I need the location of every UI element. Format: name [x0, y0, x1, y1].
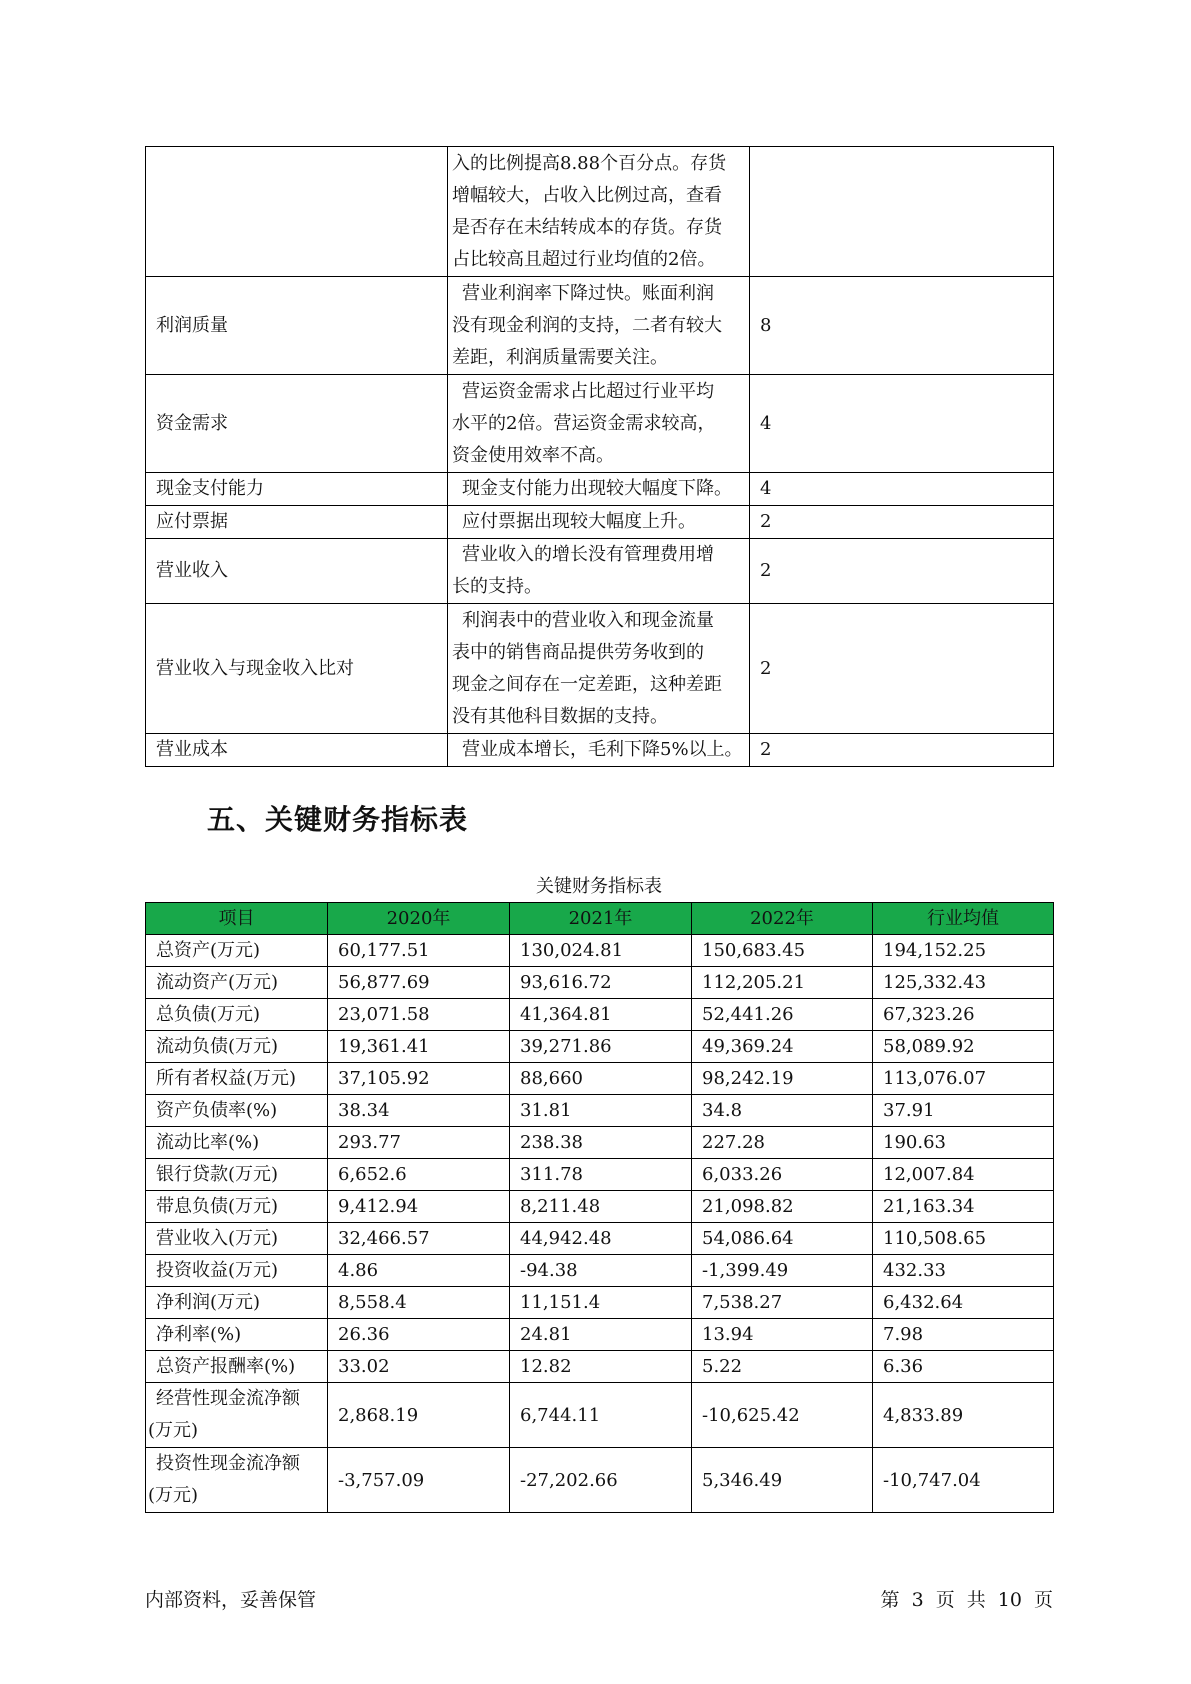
- indicator-name: 银行贷款(万元): [146, 1159, 328, 1191]
- risk-description-line: 营业收入的增长没有管理费用增: [462, 544, 714, 565]
- indicator-name: 总资产(万元): [146, 935, 328, 967]
- risk-score: 2: [750, 506, 1054, 539]
- value-2022: 98,242.19: [692, 1063, 873, 1095]
- risk-description-line: 占比较高且超过行业均值的2倍。: [452, 248, 716, 270]
- risk-description-line: 现金支付能力出现较大幅度下降。: [462, 478, 732, 499]
- indicator-name: 投资收益(万元): [146, 1255, 328, 1287]
- risk-description: [448, 375, 750, 473]
- key-financial-indicators-table: [145, 902, 1054, 1513]
- table-row: [146, 1223, 1054, 1255]
- risk-description-line: 表中的销售商品提供劳务收到的: [452, 641, 704, 663]
- value-industry-average: 12,007.84: [873, 1159, 1054, 1191]
- value-2022: 7,538.27: [692, 1287, 873, 1319]
- header-item: 项目: [146, 903, 328, 935]
- value-2020: 33.02: [328, 1351, 510, 1383]
- value-2021: 39,271.86: [510, 1031, 692, 1063]
- value-2020: 293.77: [328, 1127, 510, 1159]
- value-2022: 21,098.82: [692, 1191, 873, 1223]
- value-industry-average: 432.33: [873, 1255, 1054, 1287]
- value-industry-average: 194,152.25: [873, 935, 1054, 967]
- table-row: [146, 1255, 1054, 1287]
- value-2021: 238.38: [510, 1127, 692, 1159]
- risk-description-line: 营业利润率下降过快。账面利润: [462, 282, 714, 304]
- table-row: [146, 1319, 1054, 1351]
- indicator-name: [146, 1448, 328, 1513]
- risk-description-line: 差距，利润质量需要关注。: [452, 346, 668, 368]
- indicator-name-line: 经营性现金流净额: [156, 1388, 300, 1409]
- table-row: [146, 1063, 1054, 1095]
- table-caption: 关键财务指标表: [536, 876, 662, 897]
- risk-description-line: 现金之间存在一定差距，这种差距: [452, 673, 722, 695]
- table-row: [146, 1383, 1054, 1448]
- table-row: [146, 1191, 1054, 1223]
- value-industry-average: 190.63: [873, 1127, 1054, 1159]
- indicator-name: 营业收入(万元): [146, 1223, 328, 1255]
- value-2020: 9,412.94: [328, 1191, 510, 1223]
- risk-description-line: 营业成本增长，毛利下降5%以上。: [462, 739, 743, 760]
- value-2021: 88,660: [510, 1063, 692, 1095]
- risk-score: 2: [750, 539, 1054, 604]
- risk-description-line: 是否存在未结转成本的存货。存货: [452, 216, 722, 238]
- indicator-name: 总资产报酬率(%): [146, 1351, 328, 1383]
- value-2021: 93,616.72: [510, 967, 692, 999]
- value-2021: -94.38: [510, 1255, 692, 1287]
- risk-description-line: 没有现金利润的支持，二者有较大: [452, 314, 722, 336]
- risk-score: 4: [750, 473, 1054, 506]
- table-row: [146, 1095, 1054, 1127]
- risk-description: [448, 147, 750, 277]
- risk-description-line: 利润表中的营业收入和现金流量: [462, 609, 714, 631]
- indicator-name-line: (万元): [148, 1420, 199, 1441]
- risk-item: 现金支付能力: [146, 473, 448, 506]
- value-industry-average: 6.36: [873, 1351, 1054, 1383]
- table-row: [146, 277, 1054, 375]
- table-row: [146, 1448, 1054, 1513]
- value-2022: 6,033.26: [692, 1159, 873, 1191]
- value-2021: 12.82: [510, 1351, 692, 1383]
- value-2022: 5,346.49: [692, 1448, 873, 1513]
- risk-score: 4: [750, 375, 1054, 473]
- risk-table-body: [146, 147, 1054, 767]
- value-industry-average: 113,076.07: [873, 1063, 1054, 1095]
- value-2021: -27,202.66: [510, 1448, 692, 1513]
- value-2020: 38.34: [328, 1095, 510, 1127]
- value-2020: -3,757.09: [328, 1448, 510, 1513]
- indicator-name: 资产负债率(%): [146, 1095, 328, 1127]
- value-industry-average: 125,332.43: [873, 967, 1054, 999]
- risk-item: 营业成本: [146, 734, 448, 767]
- value-2022: 150,683.45: [692, 935, 873, 967]
- section-heading: 五、关键财务指标表: [207, 803, 469, 836]
- value-2022: 54,086.64: [692, 1223, 873, 1255]
- indicator-name-line: (万元): [148, 1485, 199, 1506]
- kpi-table-body: [146, 935, 1054, 1513]
- value-2021: 44,942.48: [510, 1223, 692, 1255]
- value-industry-average: 37.91: [873, 1095, 1054, 1127]
- table-row: [146, 935, 1054, 967]
- risk-item: 应付票据: [146, 506, 448, 539]
- table-row: [146, 1159, 1054, 1191]
- value-2021: 8,211.48: [510, 1191, 692, 1223]
- value-industry-average: 21,163.34: [873, 1191, 1054, 1223]
- indicator-name: [146, 1383, 328, 1448]
- value-2020: 8,558.4: [328, 1287, 510, 1319]
- value-2022: 52,441.26: [692, 999, 873, 1031]
- value-2020: 32,466.57: [328, 1223, 510, 1255]
- risk-description: [448, 506, 750, 539]
- risk-item: 利润质量: [146, 277, 448, 375]
- risk-item: 营业收入与现金收入比对: [146, 604, 448, 734]
- indicator-name: 流动负债(万元): [146, 1031, 328, 1063]
- value-2020: 6,652.6: [328, 1159, 510, 1191]
- value-industry-average: 58,089.92: [873, 1031, 1054, 1063]
- footer-page-number: 第 3 页 共 10 页: [880, 1589, 1053, 1611]
- value-industry-average: 6,432.64: [873, 1287, 1054, 1319]
- indicator-name: 所有者权益(万元): [146, 1063, 328, 1095]
- table-row: [146, 1127, 1054, 1159]
- risk-description-line: 长的支持。: [452, 576, 542, 597]
- risk-score: 2: [750, 604, 1054, 734]
- risk-description: [448, 277, 750, 375]
- risk-item: 资金需求: [146, 375, 448, 473]
- value-2022: 13.94: [692, 1319, 873, 1351]
- header-2022: 2022年: [692, 903, 873, 935]
- risk-description-line: 没有其他科目数据的支持。: [452, 705, 668, 727]
- value-2020: 56,877.69: [328, 967, 510, 999]
- table-row: [146, 539, 1054, 604]
- table-row: [146, 967, 1054, 999]
- table-row: [146, 604, 1054, 734]
- value-2020: 37,105.92: [328, 1063, 510, 1095]
- table-header-row: [146, 903, 1054, 935]
- header-industry-average: 行业均值: [873, 903, 1054, 935]
- header-2021: 2021年: [510, 903, 692, 935]
- risk-description: [448, 604, 750, 734]
- indicator-name: 净利润(万元): [146, 1287, 328, 1319]
- risk-score: 8: [750, 277, 1054, 375]
- indicator-name: 总负债(万元): [146, 999, 328, 1031]
- header-2020: 2020年: [328, 903, 510, 935]
- risk-description: [448, 473, 750, 506]
- table-row: [146, 999, 1054, 1031]
- value-2020: 4.86: [328, 1255, 510, 1287]
- value-industry-average: 4,833.89: [873, 1383, 1054, 1448]
- table-row: [146, 1287, 1054, 1319]
- value-industry-average: 67,323.26: [873, 999, 1054, 1031]
- value-2021: 31.81: [510, 1095, 692, 1127]
- risk-item: 营业收入: [146, 539, 448, 604]
- value-2021: 24.81: [510, 1319, 692, 1351]
- table-row: [146, 375, 1054, 473]
- indicator-name-line: 投资性现金流净额: [156, 1453, 300, 1474]
- value-2022: 5.22: [692, 1351, 873, 1383]
- value-2020: 60,177.51: [328, 935, 510, 967]
- indicator-name: 带息负债(万元): [146, 1191, 328, 1223]
- table-row: [146, 506, 1054, 539]
- risk-score: 2: [750, 734, 1054, 767]
- value-industry-average: -10,747.04: [873, 1448, 1054, 1513]
- risk-description-line: 入的比例提高8.88个百分点。存货: [452, 152, 727, 174]
- value-2021: 11,151.4: [510, 1287, 692, 1319]
- value-2021: 6,744.11: [510, 1383, 692, 1448]
- risk-description: [448, 539, 750, 604]
- indicator-name: 流动比率(%): [146, 1127, 328, 1159]
- value-2020: 23,071.58: [328, 999, 510, 1031]
- value-industry-average: 110,508.65: [873, 1223, 1054, 1255]
- table-row: [146, 147, 1054, 277]
- value-2021: 41,364.81: [510, 999, 692, 1031]
- risk-description-line: 增幅较大，占收入比例过高，查看: [452, 184, 722, 206]
- risk-score: [750, 147, 1054, 277]
- value-2020: 19,361.41: [328, 1031, 510, 1063]
- value-2022: 227.28: [692, 1127, 873, 1159]
- table-row: [146, 1351, 1054, 1383]
- risk-assessment-table: [145, 146, 1054, 767]
- value-2022: 112,205.21: [692, 967, 873, 999]
- value-2021: 311.78: [510, 1159, 692, 1191]
- indicator-name: 流动资产(万元): [146, 967, 328, 999]
- value-2020: 26.36: [328, 1319, 510, 1351]
- table-row: [146, 1031, 1054, 1063]
- risk-description-line: 营运资金需求占比超过行业平均: [462, 380, 714, 402]
- risk-item: [146, 147, 448, 277]
- table-row: [146, 473, 1054, 506]
- risk-description-line: 水平的2倍。营运资金需求较高，: [452, 412, 716, 434]
- table-row: [146, 734, 1054, 767]
- value-2020: 2,868.19: [328, 1383, 510, 1448]
- value-2022: 49,369.24: [692, 1031, 873, 1063]
- indicator-name: 净利率(%): [146, 1319, 328, 1351]
- value-2022: 34.8: [692, 1095, 873, 1127]
- risk-description-line: 应付票据出现较大幅度上升。: [462, 511, 696, 532]
- value-industry-average: 7.98: [873, 1319, 1054, 1351]
- footer-confidential-note: 内部资料，妥善保管: [145, 1589, 317, 1611]
- value-2021: 130,024.81: [510, 935, 692, 967]
- value-2022: -1,399.49: [692, 1255, 873, 1287]
- risk-description-line: 资金使用效率不高。: [452, 444, 614, 466]
- risk-description: [448, 734, 750, 767]
- value-2022: -10,625.42: [692, 1383, 873, 1448]
